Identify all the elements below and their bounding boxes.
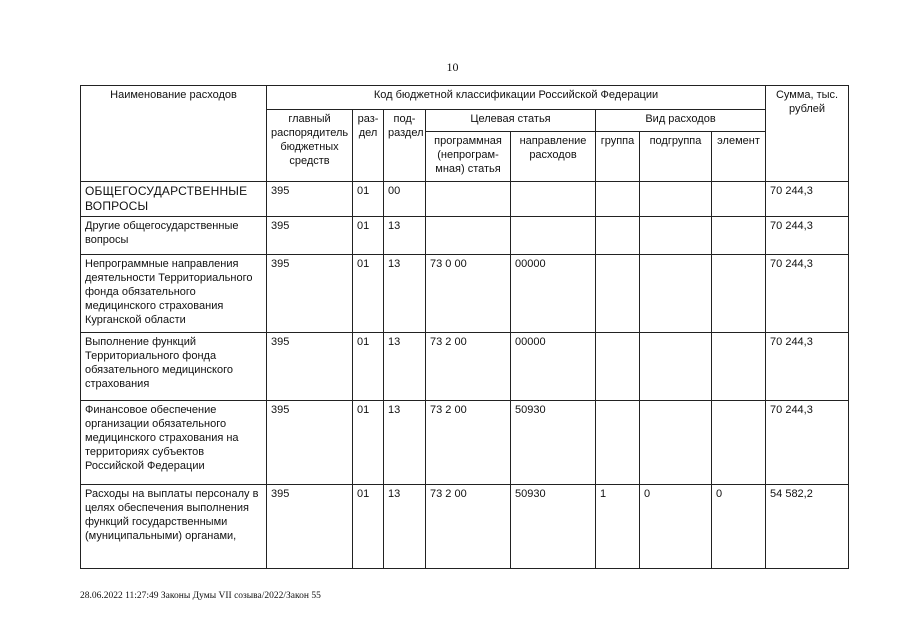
row-gr: 395 [267,485,353,569]
row-sum: 54 582,2 [766,485,849,569]
row-group: 1 [596,485,640,569]
row-element: 0 [712,485,766,569]
row-rz: 01 [353,182,384,217]
row-cs-prog [426,217,511,255]
row-group [596,255,640,333]
header-main-manager: главный распорядитель бюджетных средств [267,110,353,182]
row-name: ОБЩЕГОСУДАРСТВЕННЫЕ ВОПРОСЫ [81,182,267,217]
row-subgroup [640,255,712,333]
row-subgroup [640,217,712,255]
row-sum: 70 244,3 [766,182,849,217]
header-code-group: Код бюджетной классификации Российской Федерации [267,86,766,110]
row-subgroup: 0 [640,485,712,569]
row-sum: 70 244,3 [766,333,849,401]
row-subgroup [640,333,712,401]
row-rz: 01 [353,485,384,569]
row-pr: 13 [384,217,426,255]
header-subgroup: подгруппа [640,132,712,182]
row-gr: 395 [267,333,353,401]
row-pr: 13 [384,333,426,401]
row-cs-prog [426,182,511,217]
table-row [81,255,849,333]
row-cs-dir: 50930 [511,485,596,569]
row-cs-prog: 73 2 00 [426,485,511,569]
table-row [81,182,849,217]
row-cs-dir: 00000 [511,255,596,333]
header-target-article: Целевая статья [426,110,596,132]
row-group [596,182,640,217]
row-gr: 395 [267,255,353,333]
row-gr: 395 [267,182,353,217]
table-row [81,485,849,569]
header-element: элемент [712,132,766,182]
row-rz: 01 [353,255,384,333]
row-rz: 01 [353,401,384,485]
row-element [712,333,766,401]
row-subgroup [640,182,712,217]
header-group: группа [596,132,640,182]
row-name: Расходы на выплаты персоналу в целях обеспечения выполнения функций государственными (муниципальными) органами, [81,485,267,569]
budget-table [80,85,849,569]
row-cs-prog: 73 2 00 [426,333,511,401]
row-name: Выполнение функций Территориального фонда обязательного медицинского страхования [81,333,267,401]
table-row [81,333,849,401]
row-cs-dir [511,217,596,255]
row-group [596,333,640,401]
header-program-article: программная (непрограм- мная) статья [426,132,511,182]
header-section: раз- дел [353,110,384,182]
row-rz: 01 [353,217,384,255]
row-element [712,255,766,333]
row-name: Непрограммные направления деятельности Территориального фонда обязательного медицинского страхования Курганской области [81,255,267,333]
table-row [81,217,849,255]
page-number: 10 [446,60,459,74]
header-sum: Сумма, тыс. рублей [766,86,849,182]
footer-stamp: 28.06.2022 11:27:49 Законы Думы VII созыва/2022/Закон 55 [80,591,321,601]
row-pr: 13 [384,485,426,569]
row-element [712,401,766,485]
row-cs-prog: 73 0 00 [426,255,511,333]
row-sum: 70 244,3 [766,217,849,255]
row-cs-dir: 00000 [511,333,596,401]
header-expense-type: Вид расходов [596,110,766,132]
header-subsection: под- раздел [384,110,426,182]
row-cs-dir [511,182,596,217]
row-gr: 395 [267,401,353,485]
row-cs-dir: 50930 [511,401,596,485]
row-element [712,217,766,255]
row-pr: 13 [384,255,426,333]
table-row [81,401,849,485]
row-group [596,401,640,485]
header-expense-direction: направление расходов [511,132,596,182]
row-cs-prog: 73 2 00 [426,401,511,485]
row-group [596,217,640,255]
row-element [712,182,766,217]
row-pr: 13 [384,401,426,485]
row-sum: 70 244,3 [766,401,849,485]
row-rz: 01 [353,333,384,401]
row-subgroup [640,401,712,485]
row-pr: 00 [384,182,426,217]
row-name: Другие общегосударственные вопросы [81,217,267,255]
row-sum: 70 244,3 [766,255,849,333]
header-name: Наименование расходов [81,86,267,182]
row-gr: 395 [267,217,353,255]
row-name: Финансовое обеспечение организации обязательного медицинского страхования на территориях субъектов Российской Федерации [81,401,267,485]
